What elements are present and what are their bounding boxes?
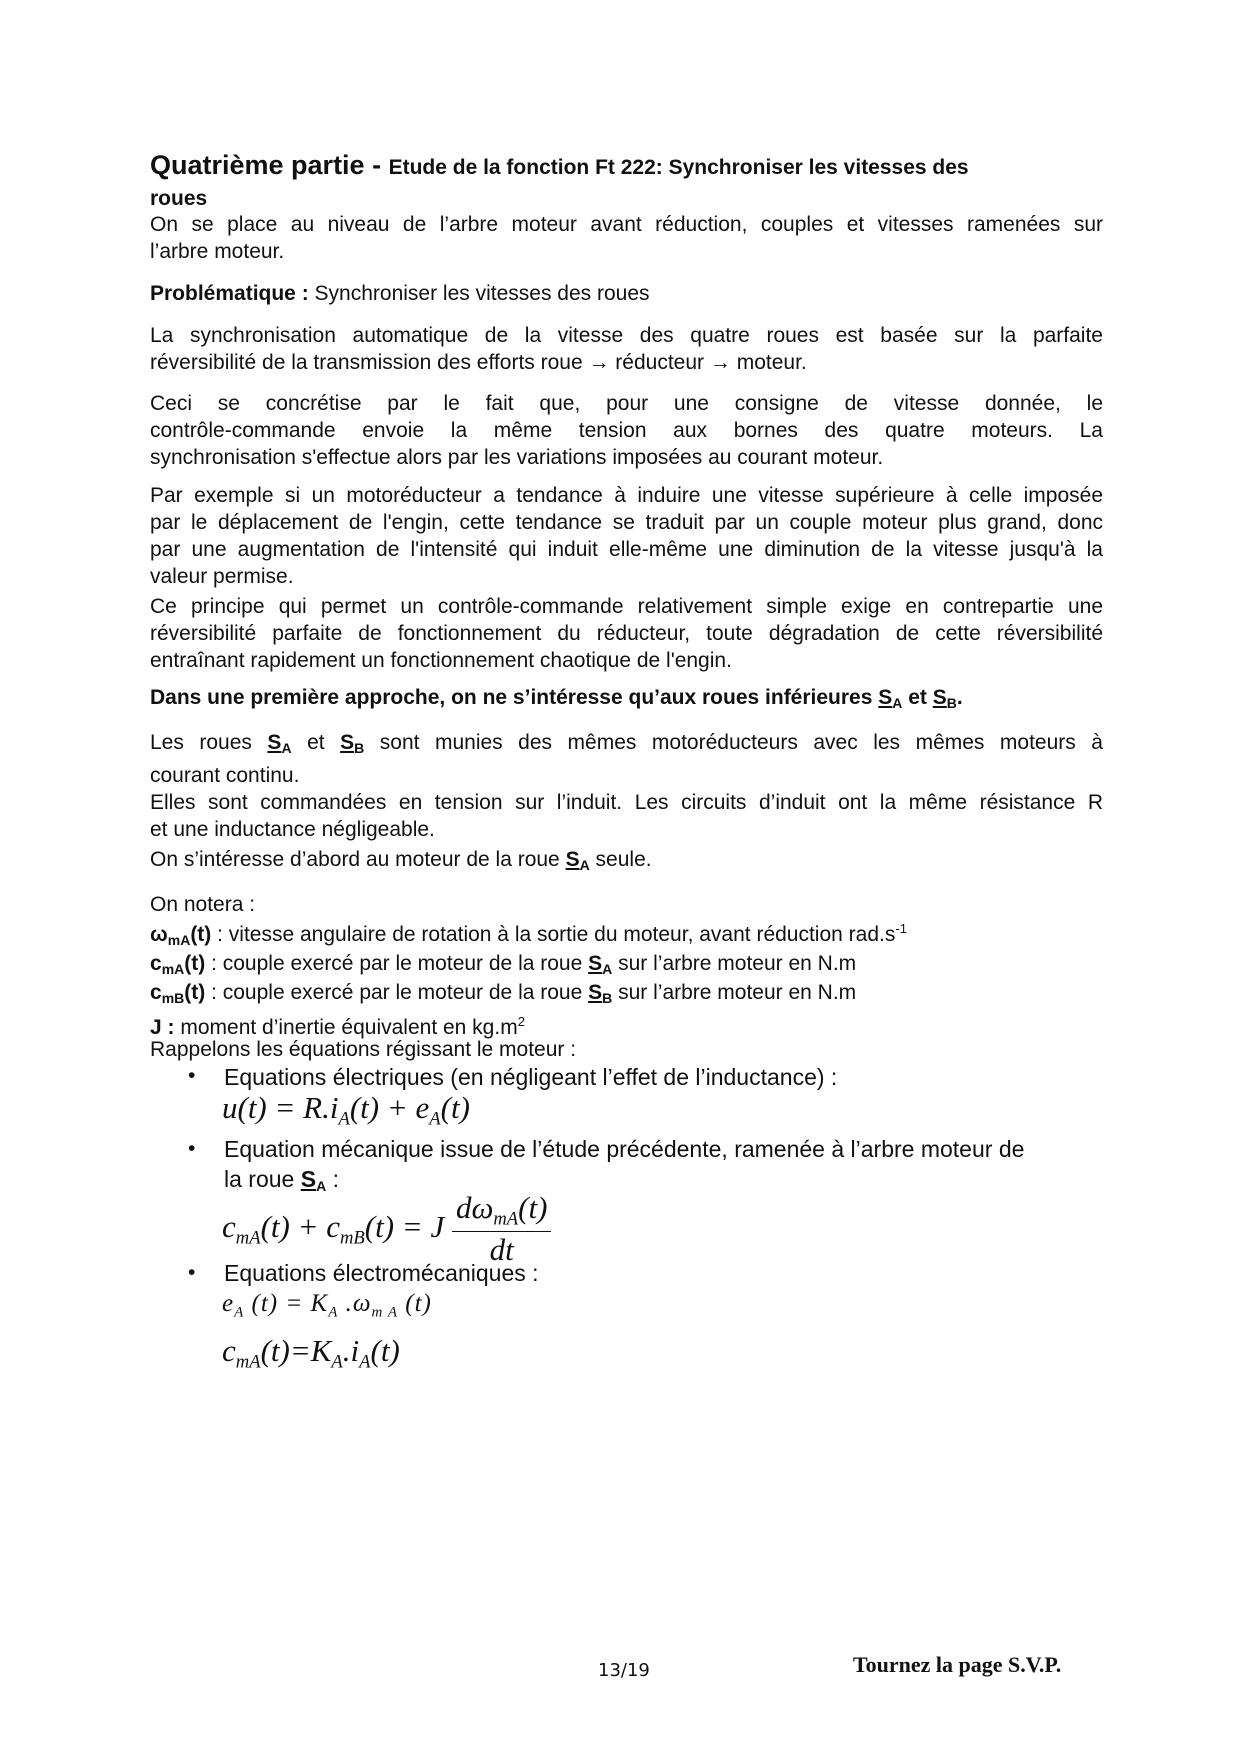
paragraph-line: synchronisation s'effectue alors par les variations imposées au courant moteur. xyxy=(150,446,884,469)
section-title xyxy=(150,150,1103,214)
notation-cmb: $c_{mB}(t)$ : couple exercé par le moteur de la roue $S_B$ sur l’arbre moteur en N.m xyxy=(150,981,857,1006)
notation-omega: $\omega_{mA}(t)$ : vitesse angulaire de rotation à la sortie du moteur, avant réduction $rad.s^{-1}$ xyxy=(150,921,907,948)
title-rest: Etude de la fonction Ft 222: Synchroniser les vitesses des xyxy=(388,156,969,179)
title-rest-line2: roues xyxy=(150,187,208,210)
bullet-mechanical: Equation mécanique issue de l’étude précédente, ramenée à l’arbre moteur de la roue $S_A$ : xyxy=(224,1136,1025,1194)
paragraph-line: valeur permise. xyxy=(150,565,294,588)
paragraph-exemple xyxy=(150,482,1103,590)
equation-electrical: $u(t) = R.i_A(t) + e_A(t)$ xyxy=(222,1090,470,1130)
paragraph-line: et une inductance négligeable. xyxy=(150,818,435,841)
paragraph-synchronisation xyxy=(150,322,1103,376)
page-number: 13/19 xyxy=(598,1660,650,1681)
paragraph-line: Elles sont commandées en tension sur l’induit. Les circuits d’induit ont la même résistance R xyxy=(150,791,1103,814)
approach-end: . xyxy=(956,686,963,709)
problematique xyxy=(150,280,1103,307)
intro-paragraph xyxy=(150,211,1103,265)
paragraph-line: courant continu. xyxy=(150,764,300,787)
equation-mechanical: $c_{mA}(t) + c_{mB}(t) = J$ $\frac{d\omega_{mA}(t)}{dt}$ xyxy=(222,1190,551,1268)
paragraph-line: réversibilité de la transmission des efforts roue → réducteur → moteur. xyxy=(150,351,807,374)
intro-line: On se place au niveau de l’arbre moteur avant réduction, couples et vitesses ramenées sur xyxy=(150,213,1103,236)
paragraph-line: par le déplacement de l'engin, cette tendance se traduit par un couple moteur plus grand, donc xyxy=(150,511,1103,534)
abord-text: On s’intéresse d’abord au moteur de la roue xyxy=(150,848,566,871)
paragraph-line: Ce principe qui permet un contrôle-commande relativement simple exige en contrepartie une xyxy=(150,595,1103,618)
wheel-sb-label: $S_B$ xyxy=(932,686,957,711)
paragraph-principe xyxy=(150,593,1103,674)
rappel-text: Rappelons les équations régissant le moteur : xyxy=(150,1038,577,1061)
bullet-dot: • xyxy=(188,1064,196,1087)
wheel-sa-label: $S_A$ xyxy=(878,686,903,711)
title-separator: - xyxy=(364,150,389,180)
fraction: $\frac{d\omega_{mA}(t)}{dt}$ xyxy=(452,1190,551,1268)
wheel-sb-label: $S_B$ xyxy=(340,731,365,756)
paragraph-line: réversibilité parfaite de fonctionnement du réducteur, toute dégradation de cette réversibilité xyxy=(150,622,1103,645)
document-page xyxy=(150,0,1103,1754)
abord-end: seule. xyxy=(589,848,652,871)
paragraph-line: Les roues $S_A$ et $S_B$ sont munies des mêmes motoréducteurs avec les mêmes moteurs à xyxy=(150,731,1103,756)
equation-emf: $e_A$ $(t) = K_A$ $.\omega_{m A}$ (t) xyxy=(222,1290,432,1321)
problematique-label: Problématique : xyxy=(150,282,309,305)
paragraph-line: La synchronisation automatique de la vitesse des quatre roues est basée sur la parfaite xyxy=(150,324,1103,347)
bullet-electromechanical: Equations électromécaniques : xyxy=(224,1260,539,1286)
paragraph-consigne xyxy=(150,390,1103,471)
notation-cma: $c_{mA}(t)$ : couple exercé par le moteur de la roue $S_A$ sur l’arbre moteur en N.m xyxy=(150,952,857,977)
bullet-dot: • xyxy=(188,1137,196,1160)
wheel-sa-label: $S_A$ xyxy=(267,731,292,756)
intro-line: l’arbre moteur. xyxy=(150,240,285,263)
approach-and: et xyxy=(902,686,933,709)
approach-statement xyxy=(150,684,1103,717)
notation-inertia: J : moment d’inertie équivalent en $kg.m^2$ xyxy=(150,1014,525,1039)
paragraph-abord xyxy=(150,846,1103,879)
paragraph-line: contrôle-commande envoie la même tension aux bornes des quatre moteurs. La xyxy=(150,419,1103,442)
equation-torque: $c_{mA}(t)=K_A.i_A(t)$ xyxy=(222,1333,400,1373)
approach-text: Dans une première approche, on ne s’intéresse qu’aux roues inférieures xyxy=(150,686,879,709)
paragraph-line: entraînant rapidement un fonctionnement chaotique de l'engin. xyxy=(150,649,732,672)
paragraph-line: Ceci se concrétise par le fait que, pour une consigne de vitesse donnée, le xyxy=(150,392,1103,415)
notations-intro: On notera : xyxy=(150,893,256,916)
paragraph-line: par une augmentation de l'intensité qui induit elle-même une diminution de la vitesse jusqu'à la xyxy=(150,538,1103,561)
wheel-sa-label: $S_A$ xyxy=(565,848,590,873)
paragraph-roues xyxy=(150,729,1103,843)
bullet-dot: • xyxy=(188,1261,196,1284)
paragraph-line: Par exemple si un motoréducteur a tendance à induire une vitesse supérieure à celle imposée xyxy=(150,484,1103,507)
turn-page-note: Tournez la page S.V.P. xyxy=(853,1652,1062,1677)
notations-list xyxy=(150,893,1103,1040)
problematique-text: Synchroniser les vitesses des roues xyxy=(308,282,650,305)
bullet-electrical: Equations électriques (en négligeant l’effet de l’inductance) : xyxy=(224,1064,838,1090)
title-main: Quatrième partie xyxy=(150,150,365,180)
